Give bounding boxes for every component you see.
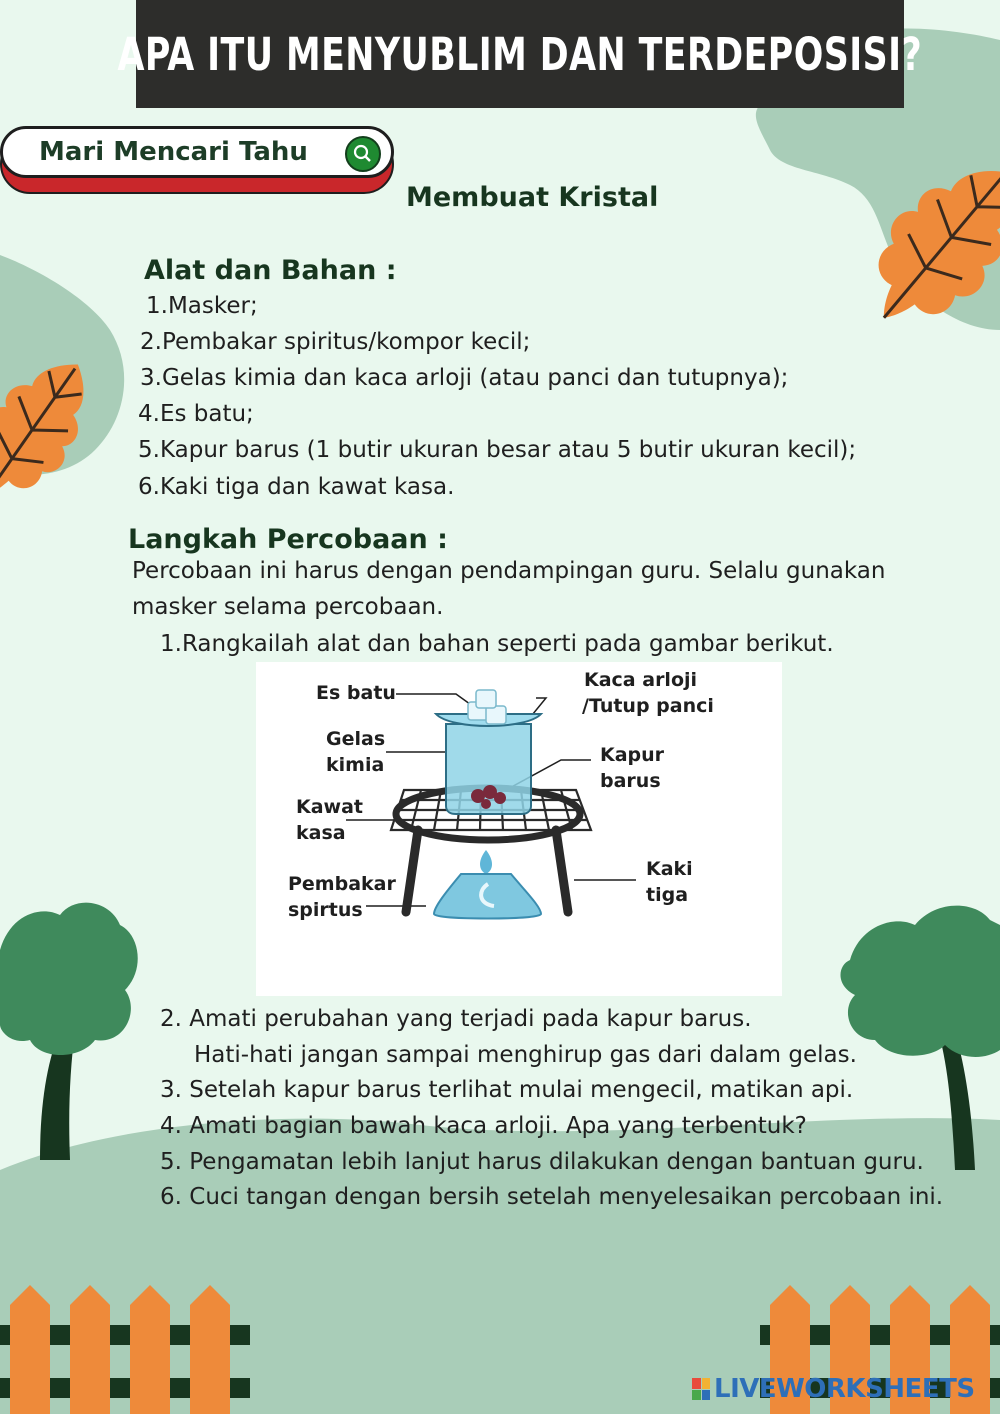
label-kimia: kimia (326, 754, 385, 776)
search-icon (345, 136, 381, 172)
materials-item: 1.Masker; (146, 293, 258, 319)
experiment-diagram (256, 662, 782, 996)
materials-heading: Alat dan Bahan : (144, 255, 397, 286)
materials-item: 6.Kaki tiga dan kawat kasa. (138, 474, 455, 500)
label-kapur: Kapur (600, 744, 665, 766)
label-kaca-arloji: Kaca arloji (584, 669, 698, 691)
page-title: APA ITU MENYUBLIM DAN TERDEPOSISI? (117, 27, 923, 81)
brand-text: LIVEWORKSHEETS (714, 1374, 975, 1404)
materials-item: 3.Gelas kimia dan kaca arloji (atau panci dan tutupnya); (140, 365, 789, 391)
section-subtitle: Membuat Kristal (406, 182, 659, 213)
step-1: 1.Rangkailah alat dan bahan seperti pada gambar berikut. (160, 631, 834, 657)
label-es-batu: Es batu (316, 682, 396, 704)
label-gelas: Gelas (326, 728, 386, 750)
step-2-warning: Hati-hati jangan sampai menghirup gas dari dalam gelas. (194, 1042, 857, 1068)
label-kawat: Kawat (296, 796, 364, 818)
label-tiga: tiga (646, 884, 689, 906)
materials-item: 2.Pembakar spiritus/kompor kecil; (140, 329, 531, 355)
liveworksheets-logo (692, 1374, 975, 1404)
logo-squares-icon (692, 1378, 710, 1400)
step-2: 2. Amati perubahan yang terjadi pada kapur barus. (160, 1006, 752, 1032)
steps-heading: Langkah Percobaan : (128, 524, 448, 555)
label-spirtus: spirtus (288, 899, 363, 921)
step-5: 5. Pengamatan lebih lanjut harus dilakukan dengan bantuan guru. (160, 1149, 924, 1175)
steps-intro-line: masker selama percobaan. (132, 594, 444, 620)
step-4: 4. Amati bagian bawah kaca arloji. Apa yang terbentuk? (160, 1113, 807, 1139)
label-kaki: Kaki (646, 858, 693, 880)
label-kaca-arloji-2: /Tutup panci (582, 695, 714, 717)
badge-pill (0, 126, 394, 178)
materials-item: 4.Es batu; (138, 401, 254, 427)
step-6: 6. Cuci tangan dengan bersih setelah menyelesaikan percobaan ini. (160, 1184, 944, 1210)
label-barus: barus (600, 770, 661, 792)
steps-intro-line: Percobaan ini harus dengan pendampingan guru. Selalu gunakan (132, 558, 886, 584)
badge-label: Mari Mencari Tahu (39, 137, 308, 167)
label-kasa: kasa (296, 822, 346, 844)
title-banner (117, 0, 923, 108)
step-3: 3. Setelah kapur barus terlihat mulai mengecil, matikan api. (160, 1077, 854, 1103)
materials-item: 5.Kapur barus (1 butir ukuran besar atau 5 butir ukuran kecil); (138, 437, 857, 463)
tree-left-icon (0, 903, 138, 1160)
label-pembakar: Pembakar (288, 873, 396, 895)
